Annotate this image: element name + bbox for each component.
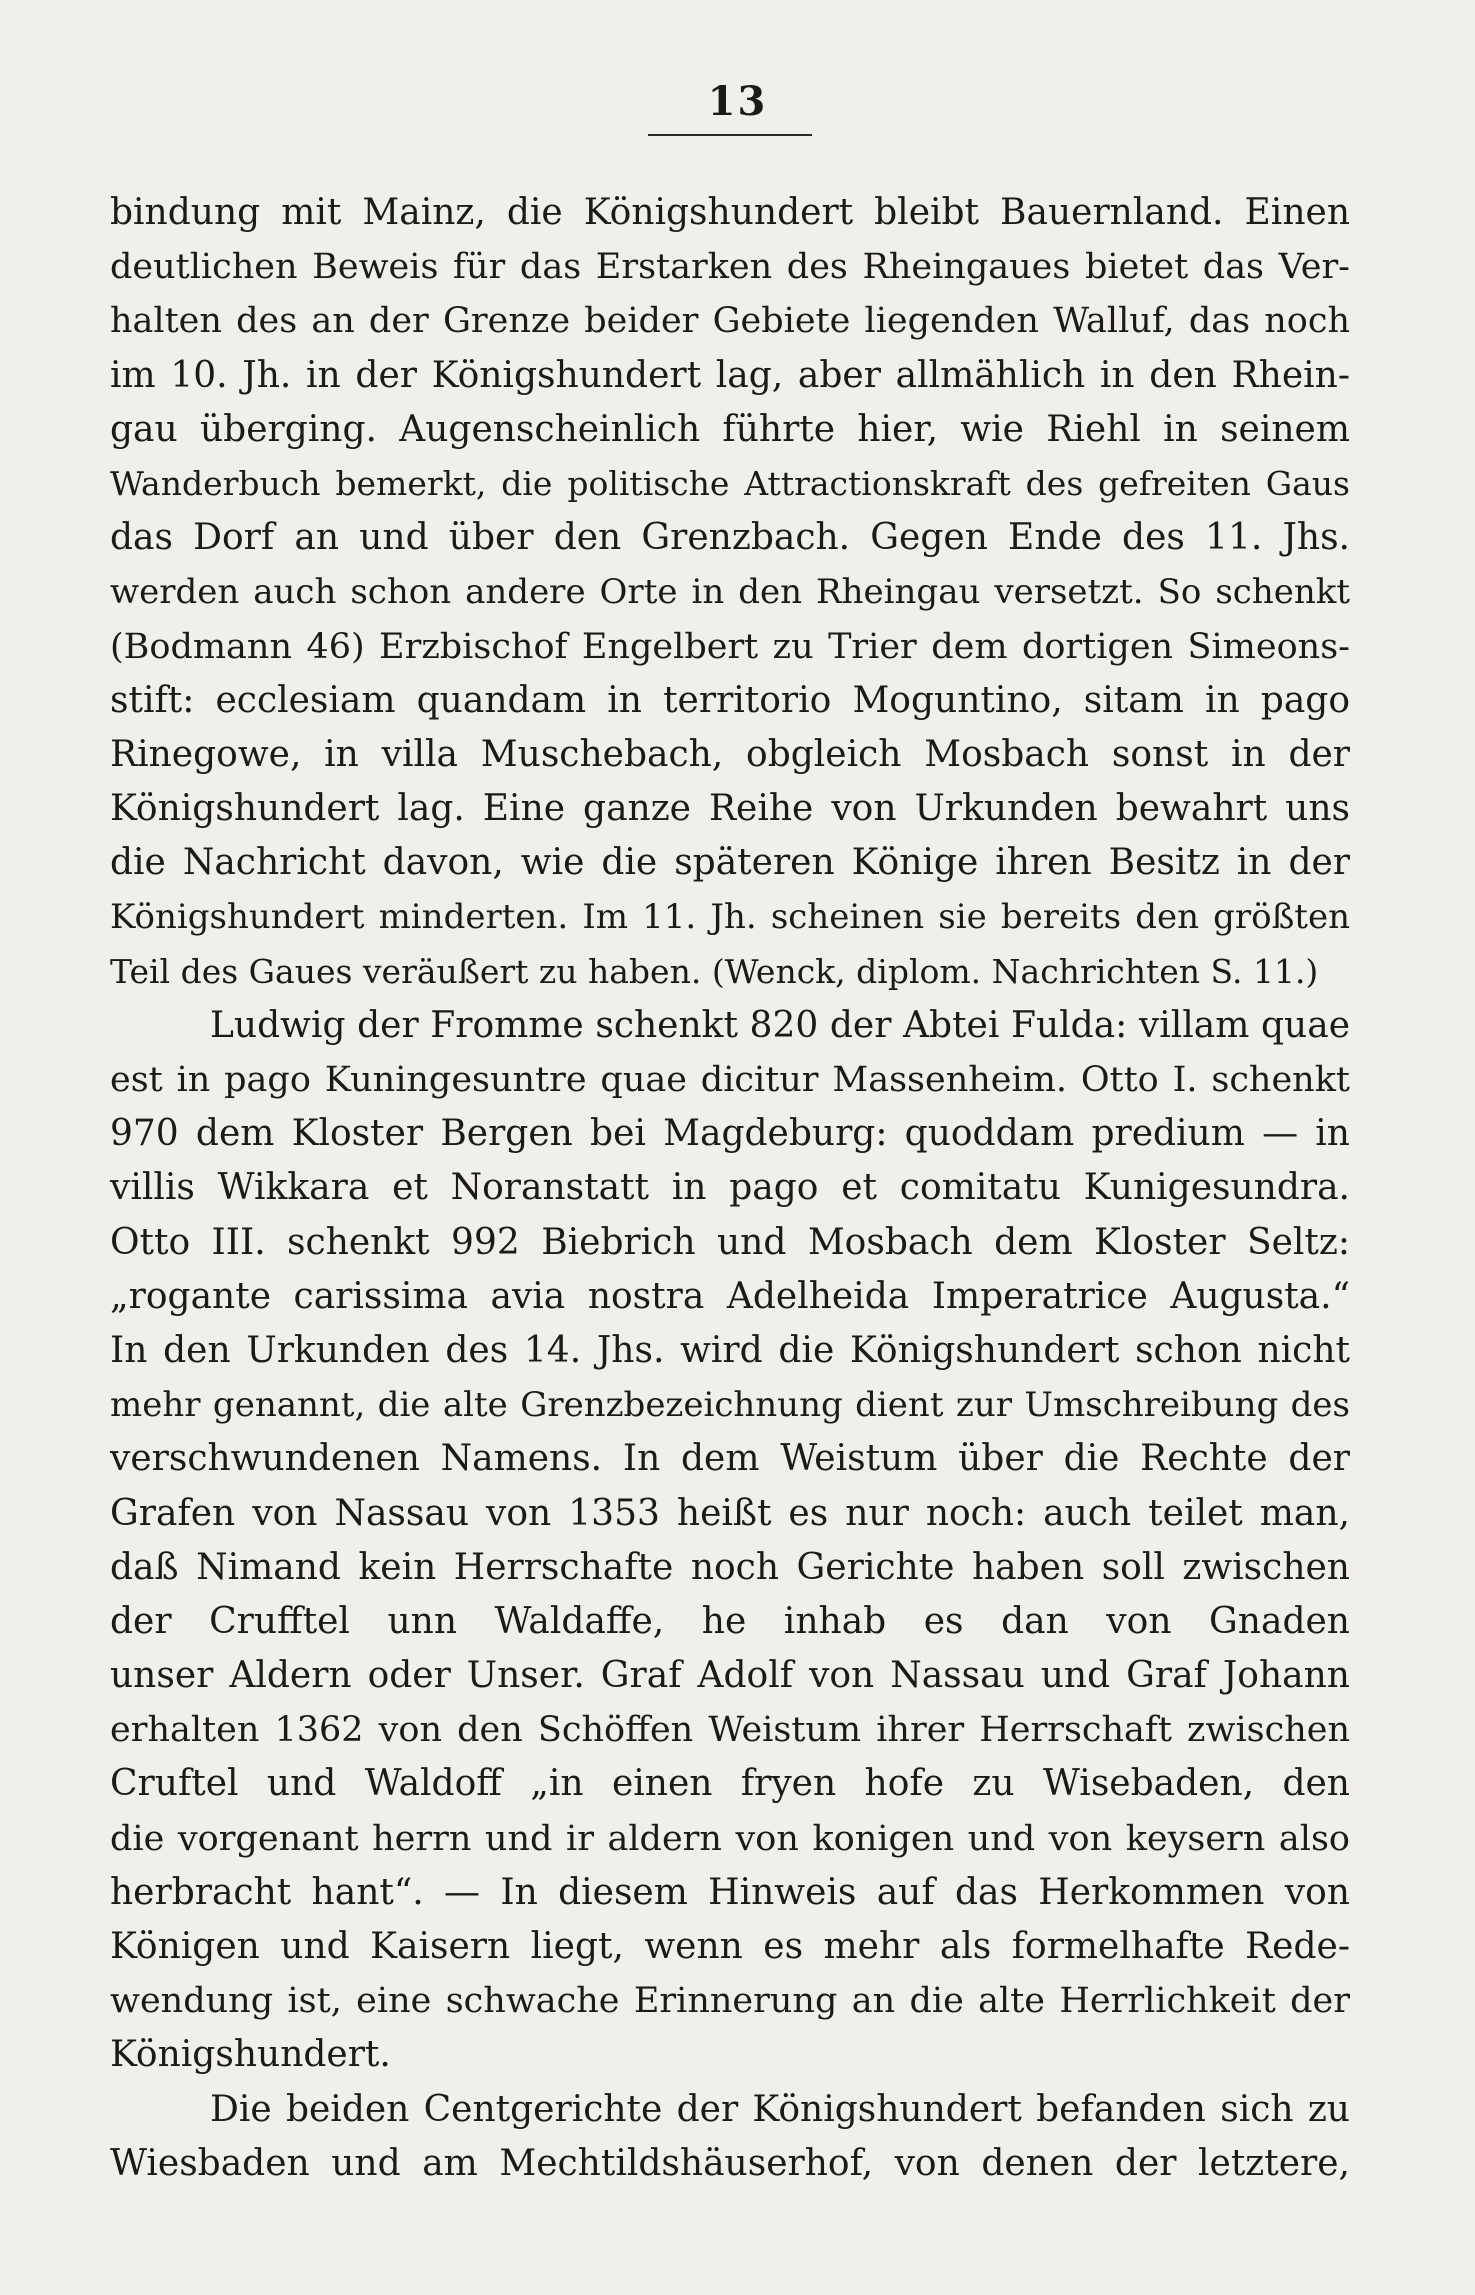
text-line: gau überging. Augenscheinlich führte hier, wie Riehl in seinem bbox=[110, 408, 1350, 450]
text-line: stift: ecclesiam quandam in territorio Moguntino, sitam in pago bbox=[110, 679, 1350, 721]
text-line: In den Urkunden des 14. Jhs. wird die Königshundert schon nicht bbox=[110, 1329, 1350, 1371]
text-line: verschwundenen Namens. In dem Weistum über die Rechte der bbox=[110, 1438, 1350, 1480]
header-rule bbox=[648, 134, 812, 136]
text-line: Königshundert minderten. Im 11. Jh. scheinen sie bereits den größten bbox=[110, 897, 1350, 938]
text-line: Königshundert lag. Eine ganze Reihe von Urkunden bewahrt uns bbox=[110, 788, 1350, 830]
text-line: die Nachricht davon, wie die späteren Könige ihren Besitz in der bbox=[110, 842, 1350, 884]
text-line: (Bodmann 46) Erzbischof Engelbert zu Trier dem dortigen Simeons- bbox=[110, 626, 1350, 667]
text-line: herbracht hant“. — In diesem Hinweis auf das Herkommen von bbox=[110, 1871, 1350, 1913]
text-line: die vorgenant herrn und ir aldern von konigen und von keysern also bbox=[110, 1818, 1350, 1859]
page-number: 13 bbox=[707, 78, 768, 125]
text-line: deutlichen Beweis für das Erstarken des Rheingaues bietet das Ver- bbox=[110, 247, 1350, 288]
text-line: Die beiden Centgerichte der Königshundert befanden sich zu bbox=[210, 2088, 1350, 2130]
text-line: Cruftel und Waldoff „in einen fryen hofe zu Wisebaden, den bbox=[110, 1763, 1350, 1805]
text-line: Wanderbuch bemerkt, die politische Attractionskraft des gefreiten Gaus bbox=[110, 463, 1350, 503]
text-line: „rogante carissima avia nostra Adelheida Imperatrice Augusta.“ bbox=[110, 1275, 1350, 1317]
body-text bbox=[110, 186, 1350, 2191]
text-line: Ludwig der Fromme schenkt 820 der Abtei Fulda: villam quae bbox=[210, 1004, 1350, 1046]
text-line: bindung mit Mainz, die Königshundert bleibt Bauernland. Einen bbox=[110, 192, 1350, 233]
text-line: Wiesbaden und am Mechtildshäuserhof, von denen der letztere, bbox=[110, 2142, 1350, 2184]
text-line: villis Wikkara et Noranstatt in pago et comitatu Kunigesundra. bbox=[110, 1167, 1350, 1209]
text-line: erhalten 1362 von den Schöffen Weistum ihrer Herrschaft zwischen bbox=[110, 1710, 1350, 1751]
text-line: halten des an der Grenze beider Gebiete liegenden Walluf, das noch bbox=[110, 301, 1350, 342]
text-line: Otto III. schenkt 992 Biebrich und Mosbach dem Kloster Seltz: bbox=[110, 1221, 1350, 1263]
text-line: im 10. Jh. in der Königshundert lag, aber allmählich in den Rhein- bbox=[110, 354, 1350, 396]
text-line: das Dorf an und über den Grenzbach. Gegen Ende des 11. Jhs. bbox=[110, 517, 1350, 559]
text-line: daß Nimand kein Herrschafte noch Gerichte haben soll zwischen bbox=[110, 1546, 1350, 1588]
text-line: mehr genannt, die alte Grenzbezeichnung dient zur Umschreibung des bbox=[110, 1385, 1350, 1426]
text-line: 970 dem Kloster Bergen bei Magdeburg: quoddam predium — in bbox=[110, 1113, 1350, 1155]
text-line: wendung ist, eine schwache Erinnerung an die alte Herrlichkeit der bbox=[110, 1981, 1350, 2022]
text-line: Königshundert. bbox=[110, 2034, 391, 2076]
text-line: Rinegowe, in villa Muschebach, obgleich Mosbach sonst in der bbox=[110, 733, 1350, 775]
text-line: werden auch schon andere Orte in den Rheingau versetzt. So schenkt bbox=[110, 572, 1350, 613]
text-line: Teil des Gaues veräußert zu haben. (Wenck, diplom. Nachrichten S. 11.) bbox=[110, 951, 1319, 991]
text-line: Königen und Kaisern liegt, wenn es mehr als formelhafte Rede- bbox=[110, 1926, 1350, 1967]
text-line: der Crufftel unn Waldaffe, he inhab es dan von Gnaden bbox=[110, 1600, 1350, 1642]
text-line: Grafen von Nassau von 1353 heißt es nur noch: auch teilet man, bbox=[110, 1492, 1350, 1534]
text-line: est in pago Kuningesuntre quae dicitur Massenheim. Otto I. schenkt bbox=[110, 1060, 1350, 1100]
text-line: unser Aldern oder Unser. Graf Adolf von Nassau und Graf Johann bbox=[110, 1655, 1350, 1697]
